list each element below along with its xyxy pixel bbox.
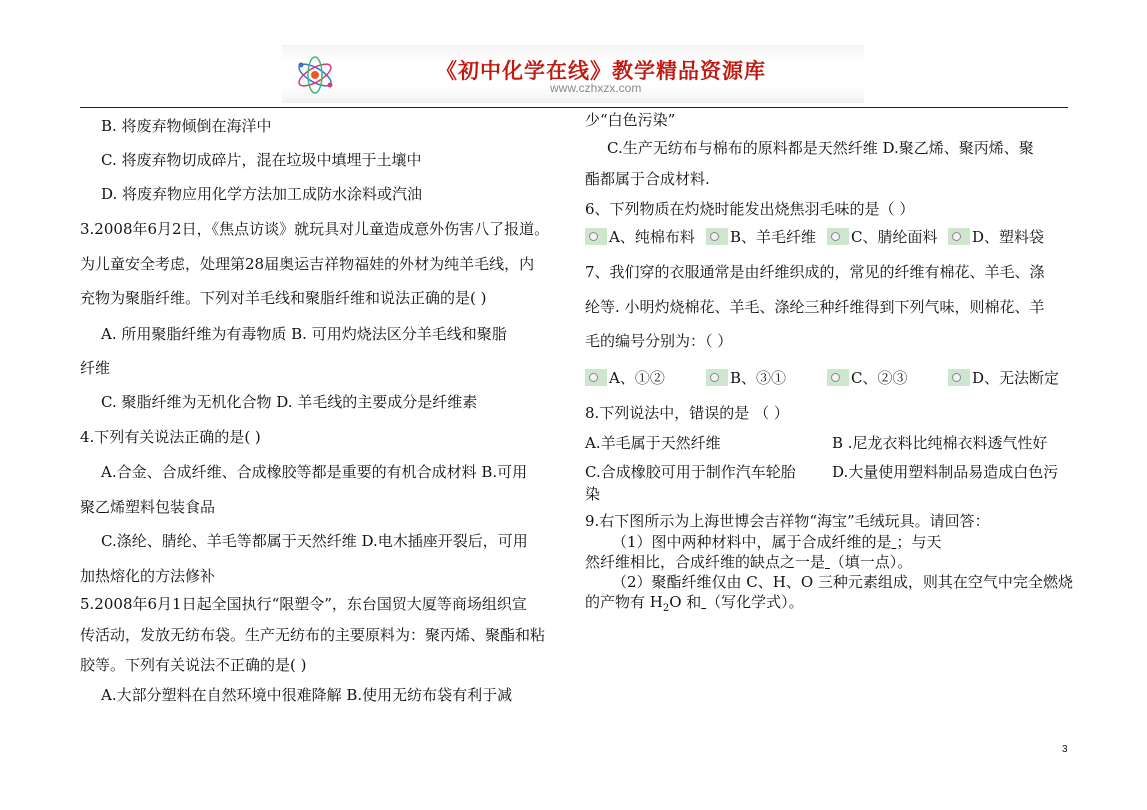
radio-icon[interactable]	[948, 228, 970, 245]
q6-option-d[interactable]	[948, 227, 1044, 247]
q2-option-d: D. 将废弃物应用化学方法加工成防水涂料或汽油	[101, 185, 423, 203]
q5-stem-line1: 5.2008年6月1日起全国执行“限塑令”，东台国贸大厦等商场组织宣	[80, 595, 527, 613]
q4-options-cd: C.涤纶、腈纶、羊毛等都属于天然纤维 D.电木插座开裂后，可用	[101, 532, 528, 550]
radio-icon[interactable]	[827, 228, 849, 245]
banner-url: www.czhxzx.com	[550, 81, 642, 95]
q9-part1-text: （1）图中两种材料中，属于合成纤维的是	[612, 533, 892, 551]
radio-icon[interactable]	[827, 369, 849, 386]
q6-option-a-label: A、纯棉布料	[609, 228, 695, 246]
q6-option-c[interactable]	[827, 227, 937, 247]
q3-options-cd: C. 聚脂纤维为无机化合物 D. 羊毛线的主要成分是纤维素	[101, 393, 478, 411]
q8-stem: 8.下列说法中，错误的是 （ ）	[585, 404, 789, 422]
q7-option-c-label: C、②③	[851, 369, 908, 387]
q9-part1-line1	[612, 532, 941, 552]
page-number: 3	[1062, 744, 1068, 755]
q9-part2-text2: O 和	[669, 593, 702, 611]
q6-stem: 6、下列物质在灼烧时能发出烧焦羽毛味的是（ ）	[585, 200, 915, 218]
q6-option-c-label: C、腈纶面料	[851, 228, 938, 246]
radio-icon[interactable]	[585, 228, 607, 245]
q9-part2-text3: （写化学式）。	[706, 593, 804, 611]
q9-part1-text2: ；与天	[896, 533, 942, 551]
subscript-2: 2	[662, 603, 670, 614]
q7-option-b[interactable]	[706, 368, 786, 388]
radio-icon[interactable]	[948, 369, 970, 386]
q8-option-b: B .尼龙衣料比纯棉衣料透气性好	[832, 434, 1048, 452]
q8-option-a: A.羊毛属于天然纤维	[585, 434, 721, 452]
q9-part1-text3: 然纤维相比，合成纤维的缺点之一是	[585, 553, 826, 571]
q7-stem-line3: 毛的编号分别为：（ ）	[585, 332, 733, 350]
q9-part1-line2	[585, 552, 912, 572]
q3-stem-line1: 3.2008年6月2日，《焦点访谈》就玩具对儿童造成意外伤害八了报道。	[80, 220, 550, 238]
q7-stem-line2: 纶等. 小明灼烧棉花、羊毛、涤纶三种纤维得到下列气味，则棉花、羊	[585, 298, 1045, 316]
q9-part2-line2	[585, 592, 804, 619]
q6-option-a[interactable]	[585, 227, 695, 247]
q8-option-d: D.大量使用塑料制品易造成白色污	[832, 463, 1059, 481]
q5-stem-line3: 胶等。下列有关说法不正确的是( )	[80, 656, 307, 674]
q7-option-a-label: A、①②	[609, 369, 665, 387]
q5-options-ab: A.大部分塑料在自然环境中很难降解 B.使用无纺布袋有利于减	[101, 686, 513, 704]
header-rule	[80, 107, 1068, 108]
q9-part2-line1: （2）聚酯纤维仅由 C、H、O 三种元素组成，则其在空气中完全燃烧	[612, 573, 1073, 591]
q6-option-b[interactable]	[706, 227, 816, 247]
q2-option-c: C. 将废弃物切成碎片，混在垃圾中填埋于土壤中	[101, 151, 422, 169]
q9-stem: 9.右下图所示为上海世博会吉祥物“海宝”毛绒玩具。请回答：	[585, 512, 990, 530]
q3-stem-line3: 充物为聚脂纤维。下列对羊毛线和聚脂纤维和说法正确的是( )	[80, 289, 487, 307]
q5-options-cd: C.生产无纺布与棉布的原料都是天然纤维 D.聚乙烯、聚丙烯、聚	[607, 139, 1034, 157]
banner-title: 《初中化学在线》教学精品资源库	[436, 58, 766, 83]
radio-icon[interactable]	[585, 369, 607, 386]
q5-options-cd-cont: 酯都属于合成材料.	[585, 170, 710, 188]
q4-options-ab: A.合金、合成纤维、合成橡胶等都是重要的有机合成材料 B.可用	[101, 463, 528, 481]
radio-icon[interactable]	[706, 228, 728, 245]
q3-stem-line2: 为儿童安全考虑，处理第28届奥运吉祥物福娃的外材为纯羊毛线，内	[80, 255, 535, 273]
q4-options-cd-cont: 加热熔化的方法修补	[80, 567, 216, 585]
q4-stem: 4.下列有关说法正确的是( )	[80, 428, 261, 446]
q8-option-d-cont: 染	[585, 485, 601, 503]
q7-option-a[interactable]	[585, 368, 665, 388]
q3-options-ab-cont: 纤维	[80, 359, 111, 377]
q7-option-b-label: B、③①	[730, 369, 787, 387]
q5-stem-line2: 传活动，发放无纺布袋。生产无纺布的主要原料为：聚丙烯、聚酯和粘	[80, 626, 546, 644]
q7-option-c[interactable]	[827, 368, 907, 388]
q7-stem-line1: 7、我们穿的衣服通常是由纤维织成的，常见的纤维有棉花、羊毛、涤	[585, 263, 1045, 281]
q3-options-ab: A. 所用聚脂纤维为有毒物质 B. 可用灼烧法区分羊毛线和聚脂	[101, 325, 507, 343]
q8-option-c: C.合成橡胶可用于制作汽车轮胎	[585, 463, 796, 481]
q6-option-b-label: B、羊毛纤维	[730, 228, 817, 246]
q6-option-d-label: D、塑料袋	[972, 228, 1045, 246]
q2-option-b: B. 将废弃物倾倒在海洋中	[101, 117, 272, 135]
molecule-logo-icon	[292, 51, 338, 99]
q9-part2-text: 的产物有 H	[585, 593, 663, 611]
q5-option-b-cont: 少“白色污染”	[585, 111, 676, 129]
radio-icon[interactable]	[706, 369, 728, 386]
q7-option-d[interactable]	[948, 368, 1059, 388]
q9-part1-text4: （填一点）。	[829, 553, 913, 571]
q4-options-ab-cont: 聚乙烯塑料包装食品	[80, 498, 216, 516]
q7-option-d-label: D、无法断定	[972, 369, 1060, 387]
header-banner	[282, 45, 864, 103]
